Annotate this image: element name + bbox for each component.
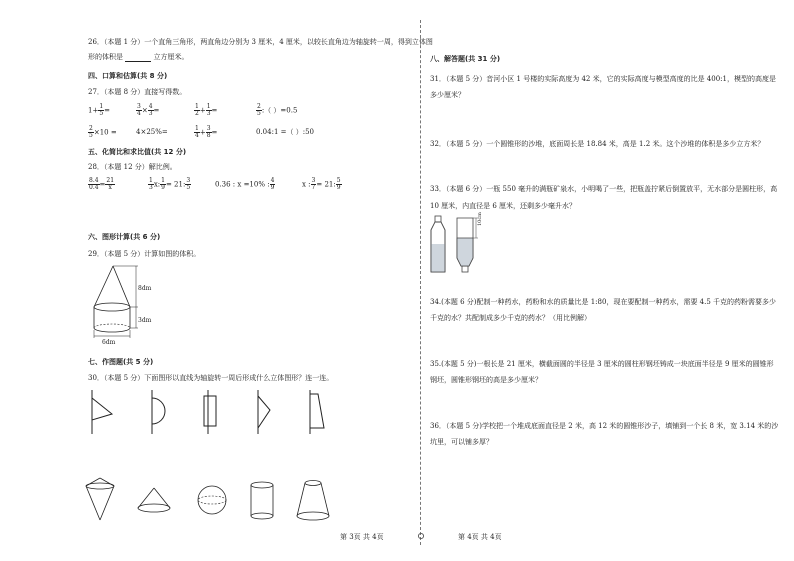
q26-line2: 形的体积是 立方厘米。 bbox=[88, 53, 189, 61]
q29-stem: 29．（本题 5 分）计算如图的体积。 bbox=[88, 250, 201, 258]
section-8-heading: 八、解答题(共 31 分) bbox=[430, 55, 501, 63]
q36-line1: 36．（本题 5 分)学校把一个堆成底面直径是 2 米，高 12 米的圆锥形沙子，填铺到一个长 8 米，宽 3.14 米的沙 bbox=[430, 422, 779, 430]
fold-circle-icon bbox=[417, 532, 425, 540]
fig33-height-label: 10cm bbox=[477, 212, 483, 226]
q27-item-b: $\frac{3}{4}$ × $\frac{4}{3}$ = bbox=[137, 103, 160, 117]
fig29-height-label: 8dm bbox=[138, 285, 152, 292]
section-4-heading: 四、口算和估算(共 8 分) bbox=[88, 72, 168, 80]
q33-line1: 33．（本题 6 分）一瓶 550 毫升的满瓶矿泉水，小明喝了一些，把瓶盖拧紧后倒置放平，无水部分是圆柱形，高 bbox=[430, 185, 778, 193]
q36-line2: 坑里，可以铺多厚？ bbox=[430, 438, 493, 446]
q27-item-f: 4×25%= bbox=[136, 128, 168, 136]
q27-stem: 27．（本题 8 分）直接写得数。 bbox=[88, 88, 187, 96]
plane-figure-triangle-flag bbox=[88, 390, 116, 434]
q28-item-b: $\frac{1}{3}$ x: $\frac{1}{9}$ = 21: $\frac{3}{5}$ bbox=[149, 177, 191, 191]
q35-line1: 35.(本题 5 分)一根长是 21 厘米，横截面圆的半径是 3 厘米的圆柱形钢坯铸成一块底面半径是 9 厘米的圆锥形 bbox=[430, 360, 774, 368]
page-number-left: 第 3页 共 4页 bbox=[340, 533, 384, 541]
section-6-heading: 六、图形计算(共 6 分) bbox=[88, 233, 161, 241]
q32: 32．（本题 5 分）一个圆锥形的沙堆，底面周长是 18.84 米，高是 1.2 米。这个沙堆的体积是多少立方米？ bbox=[430, 140, 765, 148]
q27-item-e: $\frac{2}{5}$ ×10 = bbox=[89, 125, 117, 139]
q30-stem: 30．（本题 5 分）下面图形以直线为轴旋转一周后形成什么立体图形？连一连。 bbox=[88, 374, 334, 382]
plane-figure-trapezoid bbox=[304, 390, 328, 434]
page-number-right: 第 4页 共 4页 bbox=[458, 533, 502, 541]
q27-item-h: 0.04:1 =（ ）:50 bbox=[256, 128, 314, 136]
section-7-heading: 七、作图题(共 5 分) bbox=[88, 358, 154, 366]
q27-item-d: $\frac{2}{5}$ :（ ）=0.5 bbox=[257, 103, 298, 117]
plane-figure-right-triangle bbox=[252, 390, 276, 434]
q33-line2: 10 厘米，内直径是 6 厘米，还剩多少毫升水？ bbox=[430, 202, 577, 210]
q28-item-d: x : $\frac{3}{7}$ = 21: $\frac{5}{9}$ bbox=[302, 177, 341, 191]
q34-line1: 34.(本题 6 分)配制一种药水，药粉和水的质量比是 1:80，现在要配制一种药水，需要 4.5 千克的药粉需要多少 bbox=[430, 298, 777, 306]
fig29-cylinder-label: 3dm bbox=[138, 317, 152, 324]
solid-cylinder bbox=[248, 480, 276, 522]
q27-item-a: 1+ $\frac{1}{5}$ = bbox=[88, 103, 111, 117]
cone-cylinder-figure bbox=[86, 262, 156, 342]
plane-figure-semicircle bbox=[146, 390, 170, 434]
q28-item-a: $\frac{8.4}{0.4}$ = $\frac{21}{x}$ bbox=[89, 177, 115, 191]
solid-double-cone bbox=[84, 478, 116, 522]
q27-item-c: $\frac{1}{2}$ + $\frac{1}{3}$ = bbox=[195, 103, 218, 117]
q28-stem: 28．（本题 12 分）解比例。 bbox=[88, 163, 177, 171]
solid-sphere bbox=[196, 484, 228, 516]
q31-line2: 多少厘米？ bbox=[430, 91, 465, 99]
solid-frustum bbox=[294, 478, 332, 522]
q26-line1: 26．（本题 1 分）一个直角三角形，两直角边分别为 3 厘米，4 厘米，以较长直角边为轴旋转一周，得到立体图 bbox=[88, 38, 433, 46]
q27-item-g: $\frac{1}{4}$ + $\frac{3}{8}$ = bbox=[195, 125, 218, 139]
bottle-figure bbox=[428, 214, 498, 276]
fig29-diameter-label: 6dm bbox=[102, 339, 116, 346]
plane-figure-rectangle bbox=[200, 390, 222, 434]
q35-line2: 钢坯，圆锥形钢坯的高是多少厘米？ bbox=[430, 376, 542, 384]
q34-line2: 千克的水？共配制成多少千克的药水？（用比例解） bbox=[430, 314, 591, 322]
q31-line1: 31．（本题 5 分）音河小区 1 号楼的实际高度为 42 米，它的实际高度与模型高度的比是 400:1，模型的高度是 bbox=[430, 75, 776, 83]
answer-blank[interactable] bbox=[125, 54, 151, 62]
section-5-heading: 五、化简比和求比值(共 12 分) bbox=[88, 148, 187, 156]
solid-cone bbox=[136, 486, 172, 514]
page-divider bbox=[420, 20, 421, 545]
q28-item-c: 0.36 : x =10% : $\frac{4}{9}$ bbox=[215, 177, 275, 191]
